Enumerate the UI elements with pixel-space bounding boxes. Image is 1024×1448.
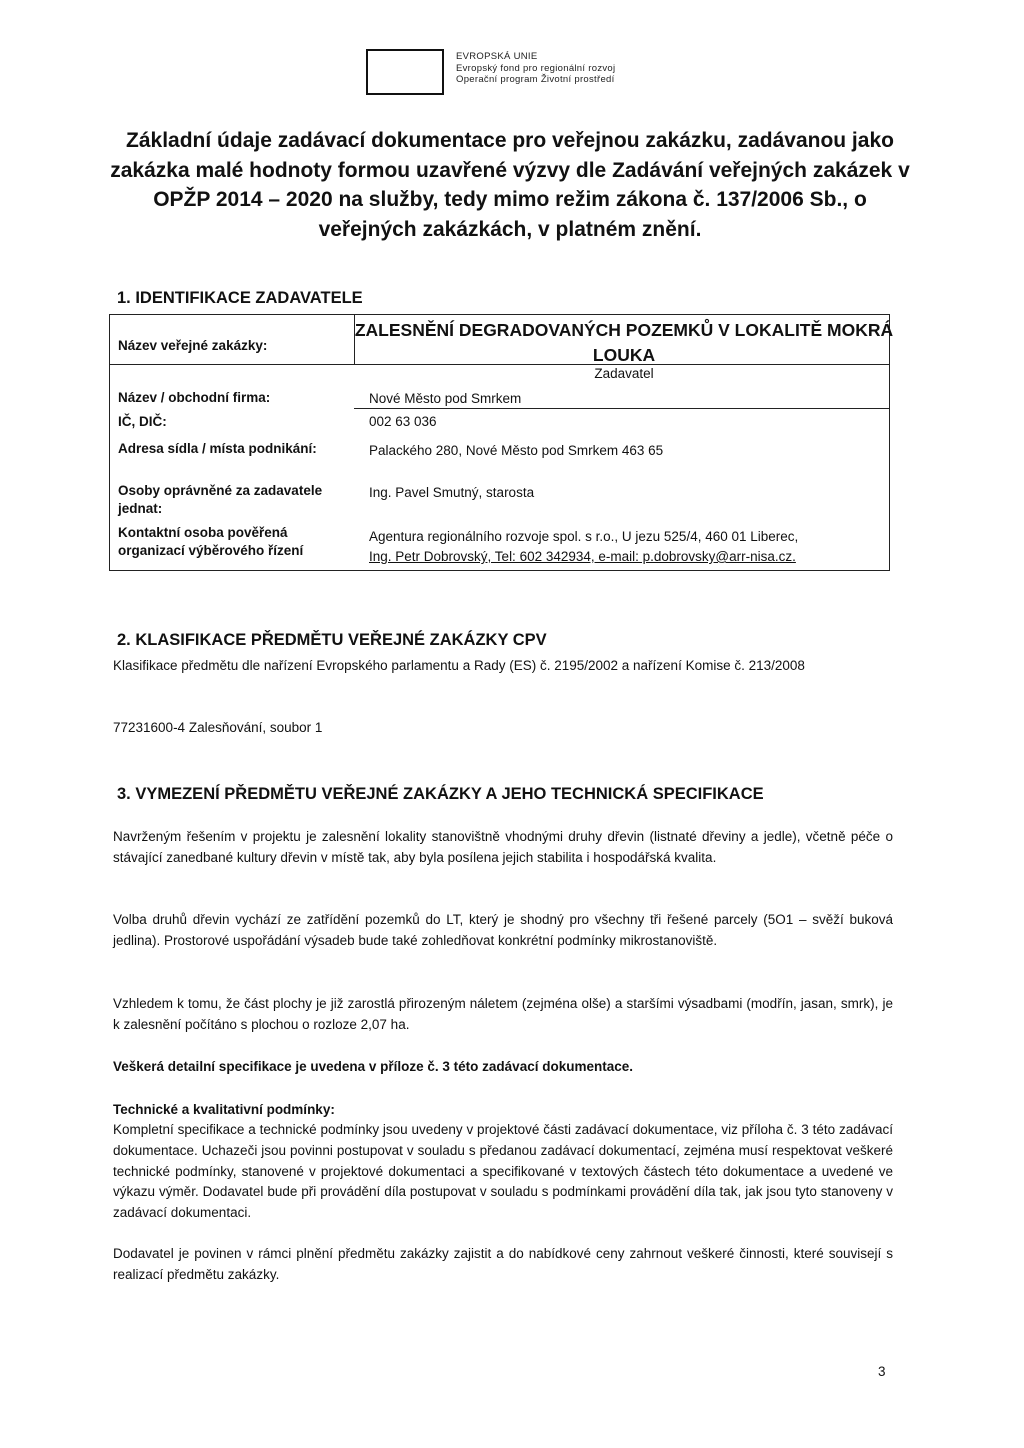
section3-paragraph-1: Navrženým řešením v projektu je zalesnění lokality stanovištně vhodnými druhy dřevin (listnaté dřeviny a jedle), včetně péče o stávající zanedbané kultury dřevin v místě tak, aby byla posílena jejich stabilita i hospodářská kvalita. (113, 829, 893, 865)
identification-table (109, 314, 894, 570)
section3-heading: 3. VYMEZENÍ PŘEDMĚTU VEŘEJNÉ ZAKÁZKY A JEHO TECHNICKÁ SPECIFIKACE (117, 785, 764, 803)
document-title: Základní údaje zadávací dokumentace pro veřejnou zakázku, zadávanou jako zakázka malé hodnoty formou uzavřené výzvy dle Zadávání veřejných zakázek v OPŽP 2014 – 2020 na služby, tedy mimo režim zákona č. 137/2006 Sb., o veřejných zakázkách, v platném znění. (110, 129, 910, 241)
cpv-code: 77231600-4 Zalesňování, soubor 1 (113, 720, 323, 735)
section3-paragraph-2: Volba druhů dřevin vychází ze zatřídění pozemků do LT, který je shodný pro všechny tři řešené parcely (5O1 – svěží buková jedlina). Prostorové uspořádání výsadeb bude také zohledňovat konkrétní podmínky mikrostanoviště. (113, 912, 893, 948)
contact-person-label: Kontaktní osoba pověřená organizací výběrového řízení (118, 525, 304, 558)
authorized-persons-value: Ing. Pavel Smutný, starosta (369, 485, 535, 500)
section3-paragraph-6: Dodavatel je povinen v rámci plnění předmětu zakázky zajistit a do nabídkové ceny zahrnout veškeré činnosti, které souvisejí s realizací předmětu zakázky. (113, 1246, 893, 1282)
eu-header-line3: Operační program Životní prostředí (456, 74, 615, 85)
eu-header-line2: Evropský fond pro regionální rozvoj (456, 62, 616, 74)
eu-header-line1: EVROPSKÁ UNIE (456, 51, 538, 62)
section2-heading: 2. KLASIFIKACE PŘEDMĚTU VEŘEJNÉ ZAKÁZKY CPV (117, 631, 547, 649)
contract-name-value: ZALESNĚNÍ DEGRADOVANÝCH POZEMKŮ V LOKALITĚ MOKRÁ LOUKA (354, 320, 894, 365)
eu-logo (366, 49, 444, 95)
section3-paragraph-5: Kompletní specifikace a technické podmínky jsou uvedeny v projektové části zadávací dokumentace, viz příloha č. 3 této zadávací dokumentace. Uchazeči jsou povinni postupovat v souladu s předanou zadávací dokumentací, zejména musí respektovat veškeré technické podmínky, stanovené v projektové dokumentaci a specifikované v textových částech této dokumentace a uvedené ve výkazu výměr. Dodavatel bude při provádění díla postupovat v souladu s podmínkami provádění díla tak, jak jsou tyto stanoveny v zadávací dokumentaci. (113, 1122, 893, 1221)
eu-header-text (456, 51, 615, 86)
section3-paragraph-3: Vzhledem k tomu, že část plochy je již zarostlá přirozeným náletem (zejména olše) a staršími výsadbami (modřín, jasan, smrk), je k zalesnění počítáno s plochou o rozloze 2,07 ha. (113, 996, 893, 1032)
section2-text: Klasifikace předmětu dle nařízení Evropského parlamentu a Rady (ES) č. 2195/2002 a nařízení Komise č. 213/2008 (113, 658, 805, 673)
address-value: Palackého 280, Nové Město pod Smrkem 463 65 (369, 443, 664, 458)
ic-dic-value: 002 63 036 (369, 414, 437, 429)
contact-person-value-line1: Agentura regionálního rozvoje spol. s r.o., U jezu 525/4, 460 01 Liberec, (369, 529, 799, 544)
section3-paragraph-4: Veškerá detailní specifikace je uvedena v příloze č. 3 této zadávací dokumentace. (113, 1059, 633, 1074)
contract-name-label: Název veřejné zakázky: (118, 338, 268, 353)
firm-name-label: Název / obchodní firma: (118, 390, 271, 405)
technical-conditions-heading: Technické a kvalitativní podmínky: (113, 1102, 335, 1117)
zadavatel-header: Zadavatel (594, 366, 654, 381)
page-number: 3 (878, 1364, 886, 1379)
authorized-persons-label: Osoby oprávněné za zadavatele jednat: (118, 483, 323, 516)
section1-heading: 1. IDENTIFIKACE ZADAVATELE (117, 289, 363, 307)
ic-dic-label: IČ, DIČ: (118, 414, 167, 429)
firm-name-value: Nové Město pod Smrkem (369, 391, 522, 406)
contact-person-value-line2: Ing. Petr Dobrovský, Tel: 602 342934, e-mail: p.dobrovsky@arr-nisa.cz. (369, 549, 796, 564)
address-label: Adresa sídla / místa podnikání: (118, 441, 317, 456)
